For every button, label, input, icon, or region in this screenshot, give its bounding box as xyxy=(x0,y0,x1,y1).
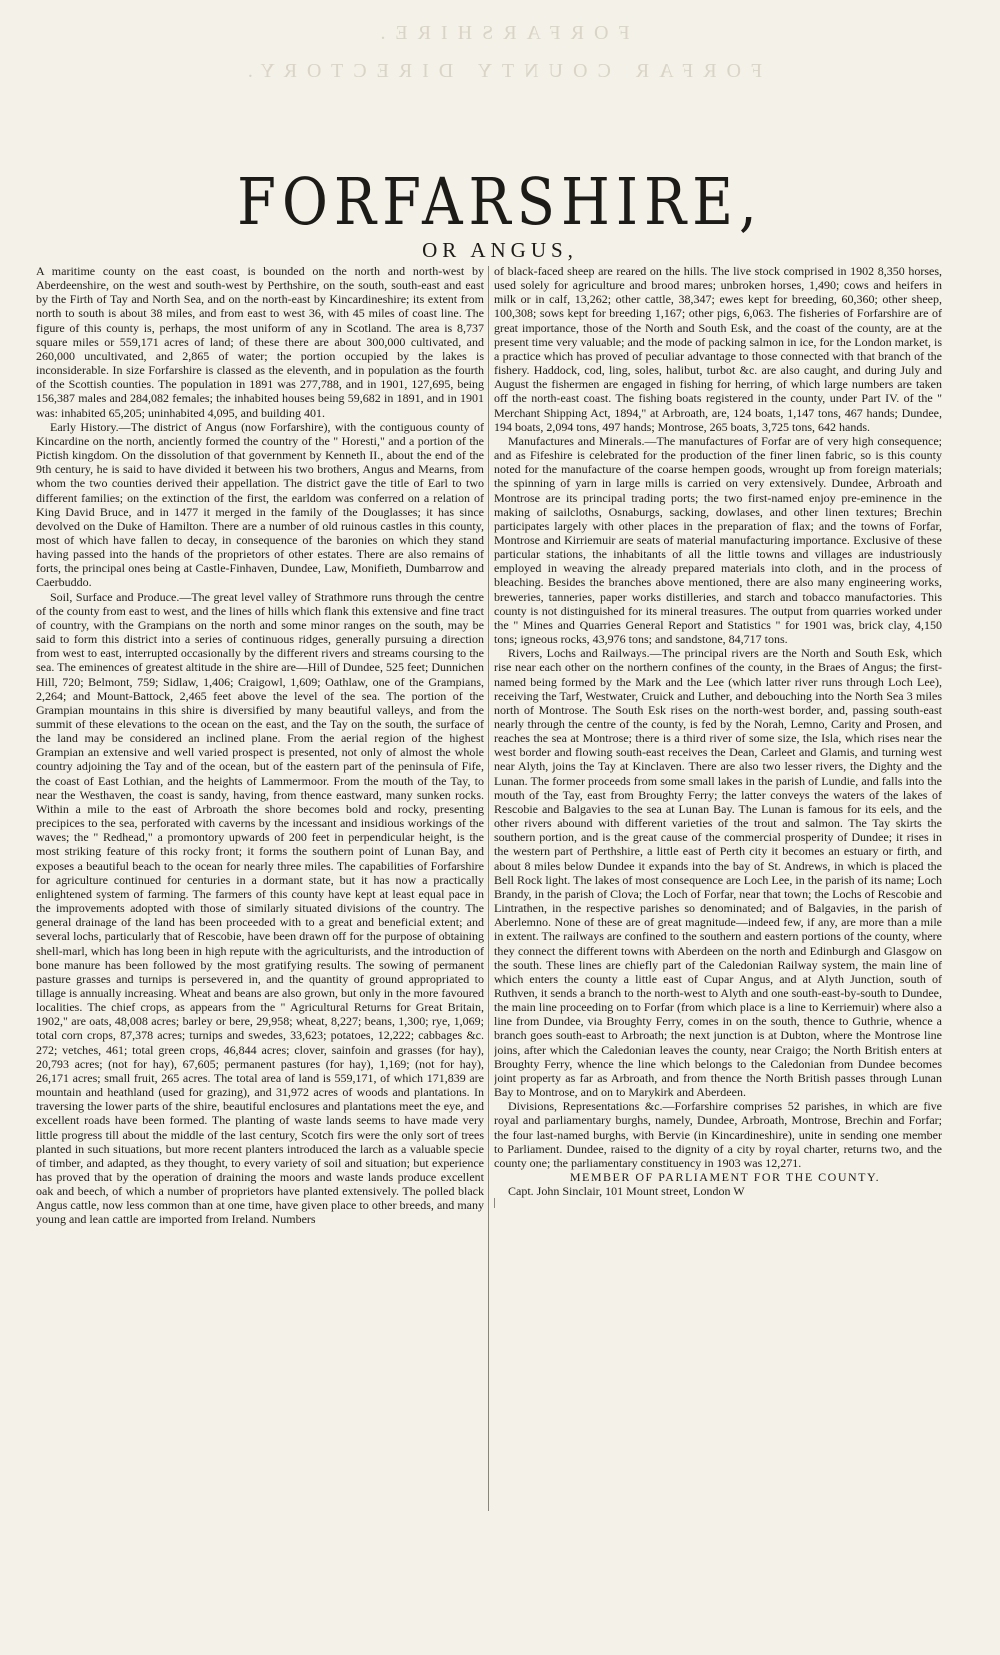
bleed-through-header xyxy=(180,14,820,90)
right-column xyxy=(494,264,942,1654)
intro-paragraph: A maritime county on the east coast, is bounded on the north and north-west by Aberdeenshire, on the west and south-west by Perthshire, on the south, south-east and east by the Firth of Tay and North Sea, and on the north-east by Kincardineshire; its extent from north to south is about 38 miles, and from east to west 36, with 45 miles of coast line. The figure of this county is, perhaps, the most uniform of any in Scotland. The area is 8,737 square miles or 559,171 acres of land; of these there are about 300,000 cultivated, and 260,000 uncultivated, and 2,865 of water; the portion occupied by the lakes is inconsiderable. In size Forfarshire is classed as the eleventh, and in population as the fourth of the Scottish counties. The population in 1891 was 277,788, and in 1901, 127,695, being 156,387 males and 284,082 females; the inhabited houses being 59,682 in 1891, and in 1901 was: inhabited 65,205; uninhabited 4,095, and building 401. xyxy=(36,264,484,420)
ghost-subheader-line: FORFAR COUNTY DIRECTORY. xyxy=(237,60,763,82)
manufactures-paragraph: Manufactures and Minerals.—The manufactures of Forfar are of very high consequence; and as Fifeshire is celebrated for the production of the finer linen fabric, so is this county noted for the manufacture of the coarse hempen goods, wrought up from foreign materials; the spinning of yarn in large mills is carried on very extensively. Dundee, Arbroath and Montrose are its principal trading ports; the two first-named enjoy pre-eminence in the making of sailcloths, Osnaburgs, sacking, dowlases, and other linen textures; Brechin participates largely with other places in the preparation of flax; and the towns of Forfar, Montrose and Kirriemuir are seats of material manufacturing importance. Exclusive of these particular stations, the inhabitants of all the little towns and villages are industriously employed in weaving the already prepared materials into cloth, and in the process of bleaching. Besides the branches above mentioned, there are also many engineering works, breweries, tanneries, paper works distilleries, and starch and tobacco manufactories. This county is not distinguished for its mineral treasures. The output from quarries worked under the " Mines and Quarries General Report and Statistics " for 1901 was, brick clay, 4,150 tons; igneous rocks, 43,976 tons; and sandstone, 84,717 tons. xyxy=(494,433,942,647)
divisions-paragraph: Divisions, Representations &c.—Forfarshire comprises 52 parishes, in which are five royal and parliamentary burghs, namely, Dundee, Arbroath, Montrose, Brechin and Forfar; the four last-named burghs, with Bervie (in Kincardineshire), unite in sending one member to Parliament. Dundee, raised to the dignity of a city by royal charter, returns two, and the county one; the parliamentary constituency in 1903 was 12,271. xyxy=(494,1099,942,1170)
page-title: FORFARSHIRE, xyxy=(237,165,763,240)
column-divider xyxy=(488,266,489,1511)
members-heading: MEMBER OF PARLIAMENT FOR THE COUNTY. xyxy=(569,1170,881,1184)
soil-surface-paragraph: Soil, Surface and Produce.—The great level valley of Strathmore runs through the centre of the county from east to west, and the lines of hills which flank this extensive and fine tract of country, with the Grampians on the north and some minor ranges on the south, may be said to form this district into a series of continuous ridges, generally pursuing a direction from west to east, interrupted occasionally by the different rivers and streams coursing to the sea. The eminences of greatest altitude in the shire are—Hill of Dundee, 525 feet; Dunnichen Hill, 720; Belmont, 759; Sidlaw, 1,406; Craigowl, 1,609; Oathlaw, one of the Grampians, 2,264; and Mount-Battock, 2,465 feet above the level of the sea. The portion of the Grampian mountains in this shire is diversified by many beautiful valleys, and from the summit of these elevations to the ocean on the east, and the Tay on the south, the surface of the land may be considered an inclined plane. From the aerial region of the highest Grampian an extensive and well varied prospect is presented, not only of almost the whole country adjoining the Tay and of the ocean, but of the eastern part of the peninsula of Fife, the coast of East Lothian, and the heights of Lammermoor. From the mouth of the Tay, to near the Westhaven, the coast is sandy, having, from thence eastward, many sunken rocks. Within a mile to the east of Arbroath the shore becomes bold and rocky, presenting precipices to the sea, perforated with caverns by the incessant and insidious workings of the waves; the " Redhead," a promontory upwards of 200 feet in perpendicular height, is the most striking feature of this rocky front; it forms the southern point of Lunan Bay, and exposes a beautiful beach to the ocean for nearly three miles. The capabilities of Forfarshire for agriculture continued for centuries in a dormant state, but it has now a practically enlightened system of farming. The farmers of this county have kept at least equal pace in the improvements adopted with those of similarly situated divisions of the country. The general drainage of the land has been proceeded with to a great and beneficial extent; and several lochs, particularly that of Rescobie, have been drawn off for the purpose of obtaining shell-marl, which has long been in high repute with the agriculturists, and the introduction of bone manure has been followed by the most gratifying results. The sowing of permanent pasture grasses and turnips is persevered in, and the quantity of ground appropriated to tillage is annually increasing. Wheat and beans are also grown, but only in the more favoured localities. The chief crops, as appears from the " Agricultural Returns for Great Britain, 1902," are oats, 48,008 acres; barley or bere, 29,958; wheat, 8,227; beans, 1,300; rye, 1,069; total corn crops, 87,378 acres; turnips and swedes, 33,623; potatoes, 12,222; cabbages &c. 272; vetches, 461; total green crops, 46,844 acres; clover, sainfoin and grasses (for hay), 20,793 acres; (not for hay), 67,605; permanent pastures (for hay), 1,169; (not for hay), 26,171 acres; small fruit, 265 acres. The total area of land is 559,171, of which 171,839 are mountain and heathland (used for grazing), and 31,972 acres of woods and plantations. In traversing the lower parts of the shire, beautiful enclosures and plantations meet the eye, and excellent roads have been formed. The planting of waste lands seems to have made very little progress till about the middle of the last century, Scotch firs were the only sort of trees planted in such situations, but more recent planters introduced the larch as a valuable specie of timber, and adapted, as they thought, to every variety of soil and situation; but experience has proved that by the operation of draining the moors and waste lands produce excellent oak and beech, of which a number of proprietors have planted extensively. The polled black Angus cattle, now less common than at one time, have given place to other breeds, and many young and lean cattle are imported from Ireland. Numbers xyxy=(36,589,484,1227)
rivers-railways-paragraph: Rivers, Lochs and Railways.—The principal rivers are the North and South Esk, which rise near each other on the northern confines of the county, in the Braes of Angus; the first-named being formed by the Mark and the Lee (which latter river runs through Loch Lee), receiving the Tarf, Westwater, Cruick and Luther, and debouching into the North Sea 3 miles north of Montrose. The South Esk rises on the north-west border, and, passing south-east nearly through the centre of the county, is fed by the Norah, Lemno, Carity and Prosen, and reaches the sea at Montrose; there is a third river of some size, the Isla, which rises near the west border and flowing south-east receives the Dean, Carleet and Glamis, and turning west near Alyth, joins the Tay at Kinclaven. There are also two lesser rivers, the Dighty and the Lunan. The former proceeds from some small lakes in the parish of Lundie, and falls into the mouth of the Tay, east from Broughty Ferry; the latter conveys the waters of the lakes of Rescobie and Balgavies to the sea at Lunan Bay. The Lunan is famous for its eels, and the other rivers abound with different varieties of the trout and salmon. The Tay skirts the southern portion, and is the great cause of the commercial prosperity of Dundee; it rises in the western part of Perthshire, a little east of Perth city it becomes an estuary or firth, and about 8 miles below Dundee it expands into the bay of St. Andrews, in which is placed the Bell Rock light. The lakes of most consequence are Loch Lee, in the parish of its name; Loch Brandy, in the parish of Clova; the Loch of Forfar, near that town; the Lochs of Rescobie and Lintrathen, in the respective parishes so denominated; and of Balgavies, in the parish of Aberlemno. None of these are of great magnitude—indeed few, if any, are more than a mile in extent. The railways are confined to the southern and eastern portions of the county, where they connect the different towns with Aberdeen on the north and Edinburgh and Glasgow on the south. These lines are chiefly part of the Caledonian Railway system, the main line of which enters the county a little east of Cupar Angus, and at Alyth Junction, south of Ruthven, it sends a branch to the north-west to Alyth and one south-east-by-south to Dundee, the main line proceeding on to Forfar (from which place is a line to Kerriemuir) where also a line from Dundee, via Broughty Ferry, comes in on the south, thence to Guthrie, whence a branch goes south-east to Arbroath; the next junction is at Dubton, where the Montrose line joins, after which the Caledonian leaves the county, near Craigo; the North British enters at Broughty Ferry, whence the line which belongs to the Caledonian from Dundee becomes joint property as far as Arbroath, and from thence the North British passes through Lunan Bay to Montrose, and on to Marykirk and Aberdeen. xyxy=(494,646,942,1100)
livestock-paragraph: of black-faced sheep are reared on the hills. The live stock comprised in 1902 8,350 horses, used solely for agriculture and brood mares; unbroken horses, 1,490; cows and heifers in milk or in calf, 13,262; other cattle, 38,347; ewes kept for breeding, 60,360; other sheep, 100,308; sows kept for breeding 1,167; other pigs, 6,063. The fisheries of Forfarshire are of great importance, those of the North and South Esk, and the coast of the county, are at the present time very valuable; and the mode of packing salmon in ice, for the London market, is a practice which has proved of peculiar advantage to those connected with that branch of the fishery. Haddock, cod, ling, soles, halibut, turbot &c. are also caught, and during July and August the fishermen are engaged in fishing for herring, of which large numbers are taken off the north-east coast. The fishing boats registered in the county, under Part IV. of the " Merchant Shipping Act, 1894," at Arbroath, are, 124 boats, 1,147 tons, 467 hands; Dundee, 194 boats, 2,094 tons, 497 hands; Montrose, 265 boats, 3,725 tons, 642 hands. xyxy=(494,264,942,434)
ghost-header-line: FORFARSHIRE. xyxy=(370,22,630,44)
page-subtitle: OR ANGUS, xyxy=(422,238,578,262)
closing-rule xyxy=(494,1198,495,1208)
early-history-paragraph: Early History.—The district of Angus (now Forfarshire), with the contiguous county of Kincardine on the north, anciently formed the country of the " Horesti," and a portion of the Pictish kingdom. On the dissolution of that government by Kenneth II., about the end of the 9th century, he is said to have divided it between his two brothers, Angus and Mearns, from whom the two counties derived their appellation. The district gave the title of Earl to two different families; on the extinction of the first, the earldom was conferred on a relation of King David Bruce, and in 1477 it merged in the family of the Douglasses; it has since devolved on the Duke of Hamilton. There are a number of old ruinous castles in this county, most of which have fallen to decay, in consequence of the baronies on which they stand having passed into the hands of the proprietors of other estates. There are also remains of forts, the principal ones being at Castle-Finhaven, Dundee, Law, Monifieth, Dumbarrow and Caerbuddo. xyxy=(36,419,484,590)
member-entry: Capt. John Sinclair, 101 Mount street, London W xyxy=(508,1184,745,1199)
left-column xyxy=(36,264,484,1654)
